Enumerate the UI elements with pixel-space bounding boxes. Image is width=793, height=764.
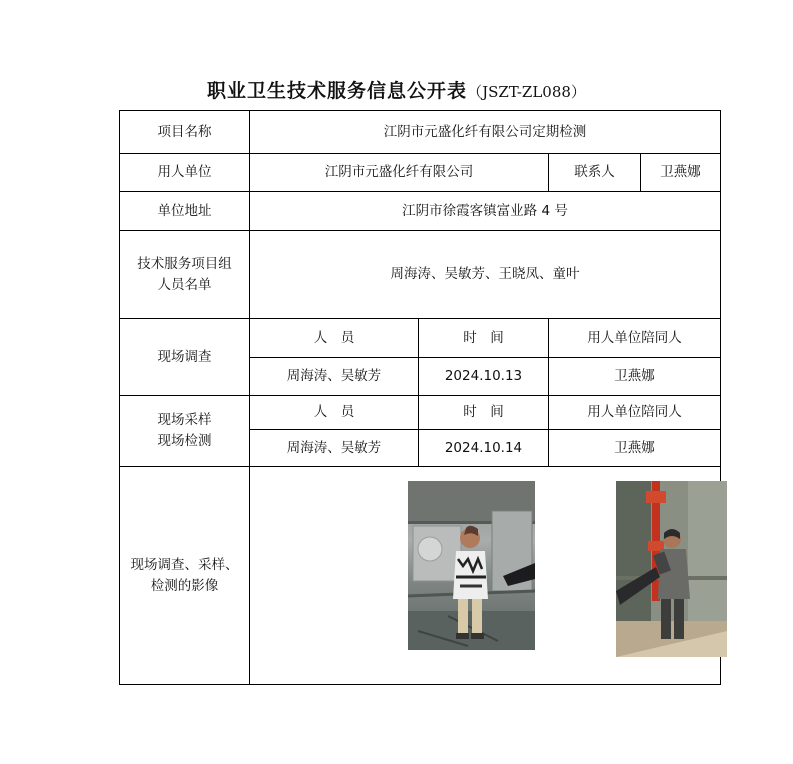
row-sampling-header xyxy=(120,396,721,430)
images-cell xyxy=(250,467,721,685)
survey-col-people: 人 员 xyxy=(250,319,419,358)
row-employer xyxy=(120,154,721,192)
images-label-line1: 现场调查、采样、 xyxy=(130,556,239,573)
survey-escort: 卫燕娜 xyxy=(549,358,721,396)
sampling-time: 2024.10.14 xyxy=(419,430,549,467)
survey-label: 现场调查 xyxy=(120,319,250,396)
team-label-line2: 人员名单 xyxy=(157,276,212,293)
employer-label: 用人单位 xyxy=(120,154,250,192)
row-address xyxy=(120,192,721,231)
images-label-line2: 检测的影像 xyxy=(150,577,219,594)
survey-people: 周海涛、吴敏芳 xyxy=(250,358,419,396)
employer-value: 江阴市元盛化纤有限公司 xyxy=(250,154,549,192)
address-label: 单位地址 xyxy=(120,192,250,231)
sampling-label-line2: 现场检测 xyxy=(157,433,212,449)
row-project-name xyxy=(120,111,721,154)
survey-time: 2024.10.13 xyxy=(419,358,549,396)
address-value: 江阴市徐霞客镇富业路 4 号 xyxy=(250,192,721,231)
sampling-escort: 卫燕娜 xyxy=(549,430,721,467)
title-main: 职业卫生技术服务信息公开表 xyxy=(207,80,468,102)
row-images xyxy=(120,467,721,685)
contact-value: 卫燕娜 xyxy=(641,154,721,192)
project-name-value: 江阴市元盛化纤有限公司定期检测 xyxy=(250,111,721,154)
team-label xyxy=(120,231,250,319)
row-team xyxy=(120,231,721,319)
site-survey-photo xyxy=(408,481,535,650)
form-code: （JSZT-ZL088） xyxy=(467,83,586,101)
sampling-label xyxy=(120,396,250,467)
project-name-label: 项目名称 xyxy=(120,111,250,154)
sampling-people: 周海涛、吴敏芳 xyxy=(250,430,419,467)
sampling-label-line1: 现场采样 xyxy=(157,412,212,428)
contact-label: 联系人 xyxy=(549,154,641,192)
images-label xyxy=(120,467,250,685)
team-value: 周海涛、吴敏芳、王晓凤、童叶 xyxy=(250,231,721,319)
row-survey-header xyxy=(120,319,721,358)
info-table xyxy=(119,110,721,685)
survey-col-time: 时 间 xyxy=(419,319,549,358)
sampling-col-escort: 用人单位陪同人 xyxy=(549,396,721,430)
site-sampling-photo xyxy=(616,481,727,657)
team-label-line1: 技术服务项目组 xyxy=(137,255,232,272)
sampling-col-time: 时 间 xyxy=(419,396,549,430)
sampling-col-people: 人 员 xyxy=(250,396,419,430)
survey-col-escort: 用人单位陪同人 xyxy=(549,319,721,358)
page-title xyxy=(0,76,793,103)
